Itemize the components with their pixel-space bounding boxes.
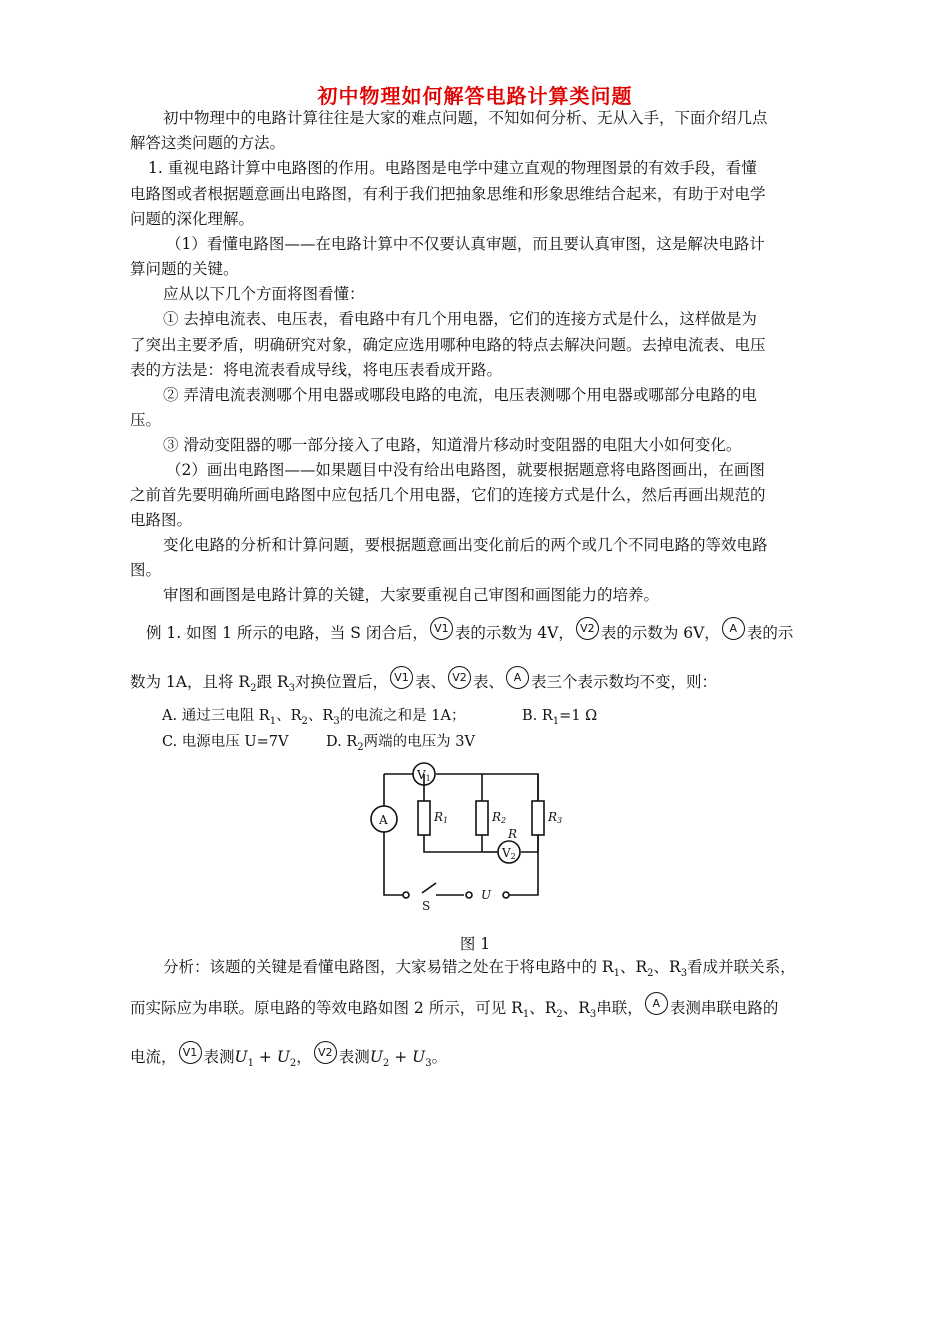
option-text: D. R bbox=[326, 734, 358, 750]
circuit-diagram bbox=[376, 768, 563, 913]
option-text: A. 通过三电阻 R bbox=[162, 708, 270, 724]
subscript: 3 bbox=[425, 1058, 432, 1070]
formula-operator: + bbox=[253, 1048, 277, 1066]
voltmeter-v2-icon: V2 bbox=[576, 617, 599, 640]
switch-contact bbox=[403, 892, 409, 898]
analysis-line1 bbox=[163, 957, 853, 984]
paragraph-item1-line3: 表的方法是：将电流表看成导线，将电压表看成开路。 bbox=[130, 361, 503, 379]
formula-operator: + bbox=[389, 1048, 413, 1066]
paragraph-read-line1: （1）看懂电路图——在电路计算中不仅要认真审题，而且要认真审图，这是解决电路计 bbox=[166, 235, 765, 253]
subscript: 2 bbox=[382, 1058, 390, 1070]
label-r1: R1 bbox=[434, 810, 449, 825]
paragraph-item1-line2: 了突出主要矛盾，明确研究对象，确定应选用哪种电路的特点去解决问题。去掉电流表、电压 bbox=[130, 336, 766, 354]
example-text: 表的示数为 6V， bbox=[600, 624, 720, 642]
paragraph-draw-line3: 电路图。 bbox=[130, 511, 193, 529]
paragraph-point1-line2: 电路图或者根据题意画出电路图，有利于我们把抽象思维和形象思维结合起来，有助于对电学 bbox=[130, 185, 766, 203]
paragraph-intro-line2: 解答这类问题的方法。 bbox=[130, 134, 286, 152]
resistor-r1 bbox=[418, 801, 430, 835]
subscript: 1 bbox=[552, 715, 560, 727]
example-text: 表的示数为 4V， bbox=[454, 624, 574, 642]
switch-lever bbox=[422, 883, 436, 893]
ammeter-icon: A bbox=[645, 992, 668, 1015]
subscript: 2 bbox=[647, 968, 654, 980]
analysis-text: 、R bbox=[653, 958, 681, 976]
resistor-r3 bbox=[532, 801, 544, 835]
paragraph-read-line2: 算问题的关键。 bbox=[130, 260, 239, 278]
ammeter-icon: A bbox=[722, 617, 745, 640]
formula-symbol: U bbox=[369, 1048, 383, 1066]
paragraph-draw-line1: （2）画出电路图——如果题目中没有给出电路图，就要根据题意将电路图画出，在画图 bbox=[166, 461, 765, 479]
subscript: 3 bbox=[288, 683, 295, 695]
option-a bbox=[162, 706, 852, 732]
example-text: 表的示 bbox=[746, 624, 794, 642]
voltmeter-v1-icon: V1 bbox=[390, 666, 413, 689]
example-line1 bbox=[146, 617, 836, 643]
example-text: 表、 bbox=[472, 673, 504, 691]
option-b bbox=[522, 706, 722, 732]
paragraph-intro-line1: 初中物理中的电路计算往往是大家的难点问题，不知如何分析、无从入手，下面介绍几点 bbox=[163, 109, 768, 127]
option-text: =1 Ω bbox=[559, 708, 598, 724]
voltmeter-v2-icon: V2 bbox=[314, 1041, 337, 1064]
formula-symbol: U bbox=[412, 1048, 426, 1066]
voltmeter-v1-icon: V1 bbox=[179, 1041, 202, 1064]
example-text: 表、 bbox=[414, 673, 446, 691]
subscript: 3 bbox=[333, 715, 340, 727]
paragraph-change-line2: 图。 bbox=[130, 561, 162, 579]
label-v2: V2 bbox=[502, 846, 516, 861]
analysis-text: 表测串联电路的 bbox=[669, 999, 779, 1017]
option-text: 、R bbox=[307, 708, 334, 724]
label-voltage: U bbox=[481, 888, 492, 902]
label-v1: V1 bbox=[417, 768, 431, 783]
label-switch: S bbox=[422, 899, 431, 913]
analysis-text: 看成并联关系， bbox=[687, 958, 796, 976]
paragraph-item1-line1: ① 去掉电流表、电压表，看电路中有几个用电器，它们的连接方式是什么，这样做是为 bbox=[163, 310, 757, 328]
wire bbox=[384, 832, 403, 895]
example-text: 数为 1A，且将 R bbox=[130, 673, 251, 691]
analysis-text: 。 bbox=[431, 1048, 448, 1066]
subscript: 1 bbox=[269, 715, 277, 727]
paragraph-point1-line3: 问题的深化理解。 bbox=[130, 210, 255, 228]
paragraph-aspects: 应从以下几个方面将图看懂： bbox=[163, 285, 365, 303]
analysis-text: 、R bbox=[529, 999, 557, 1017]
subscript: 2 bbox=[301, 715, 308, 727]
formula-symbol: U bbox=[234, 1048, 248, 1066]
subscript: 3 bbox=[589, 1009, 597, 1021]
page-title: 初中物理如何解答电路计算类问题 bbox=[317, 84, 633, 108]
power-terminal bbox=[466, 892, 472, 898]
wire bbox=[424, 774, 484, 852]
analysis-text: 电流， bbox=[130, 1048, 177, 1066]
subscript: 2 bbox=[289, 1058, 297, 1070]
analysis-text: 、R bbox=[619, 958, 648, 976]
analysis-text: 、R bbox=[562, 999, 590, 1017]
subscript: 1 bbox=[247, 1058, 254, 1070]
example-text: 对换位置后， bbox=[294, 673, 388, 691]
voltmeter-v1-icon: V1 bbox=[430, 617, 453, 640]
analysis-text: 串联， bbox=[596, 999, 643, 1017]
formula-symbol: U bbox=[276, 1048, 290, 1066]
paragraph-key: 审图和画图是电路计算的关键，大家要重视自己审图和画图能力的培养。 bbox=[163, 586, 660, 604]
analysis-text: 而实际应为串联。原电路的等效电路如图 2 所示，可见 R bbox=[130, 999, 523, 1017]
option-text: B. R bbox=[522, 708, 553, 724]
paragraph-item3: ③ 滑动变阻器的哪一部分接入了电路，知道滑片移动时变阻器的电阻大小如何变化。 bbox=[163, 436, 742, 454]
resistor-r2 bbox=[476, 801, 488, 835]
label-r2: R2 bbox=[492, 810, 507, 825]
option-text: 、R bbox=[276, 708, 302, 724]
subscript: 2 bbox=[556, 1009, 563, 1021]
subscript: 2 bbox=[357, 741, 364, 753]
example-text: 例 1. 如图 1 所示的电路，当 S 闭合后， bbox=[146, 624, 428, 642]
option-d bbox=[326, 732, 576, 758]
analysis-text: 分析：该题的关键是看懂电路图，大家易错之处在于将电路中的 R bbox=[163, 958, 614, 976]
option-text: 的电流之和是 1A； bbox=[339, 708, 466, 724]
paragraph-point1-line1: 1. 重视电路计算中电路图的作用。电路图是电学中建立直观的物理图景的有效手段，看懂 bbox=[148, 159, 757, 177]
example-text: 跟 R bbox=[256, 673, 289, 691]
voltmeter-v2-icon: V2 bbox=[448, 666, 471, 689]
option-text: 两端的电压为 3V bbox=[363, 734, 475, 750]
analysis-line2 bbox=[130, 992, 820, 1025]
power-terminal bbox=[503, 892, 509, 898]
label-r3: R3 bbox=[548, 810, 563, 825]
example-line2 bbox=[130, 666, 820, 699]
ammeter-icon: A bbox=[506, 666, 529, 689]
subscript: 3 bbox=[680, 968, 688, 980]
paragraph-item2-line2: 压。 bbox=[130, 411, 162, 429]
analysis-line3 bbox=[130, 1041, 820, 1074]
analysis-text: ， bbox=[296, 1048, 312, 1066]
label-a: A bbox=[379, 813, 388, 827]
example-text: 表三个表示数均不变，则： bbox=[531, 673, 718, 691]
option-c: C. 电源电压 U=7V bbox=[162, 734, 289, 750]
label-r: R bbox=[508, 827, 518, 841]
subscript: 1 bbox=[522, 1009, 530, 1021]
paragraph-item2-line1: ② 弄清电流表测哪个用电器或哪段电路的电流，电压表测哪个用电器或哪部分电路的电 bbox=[163, 386, 757, 404]
paragraph-change-line1: 变化电路的分析和计算问题，要根据题意画出变化前后的两个或几个不同电路的等效电路 bbox=[163, 536, 768, 554]
subscript: 1 bbox=[613, 968, 620, 980]
figure-caption: 图 1 bbox=[459, 935, 491, 953]
paragraph-draw-line2: 之前首先要明确所画电路图中应包括几个用电器，它们的连接方式是什么，然后再画出规范的 bbox=[130, 486, 766, 504]
subscript: 2 bbox=[250, 683, 257, 695]
analysis-text: 表测 bbox=[338, 1048, 370, 1066]
analysis-text: 表测 bbox=[203, 1048, 235, 1066]
